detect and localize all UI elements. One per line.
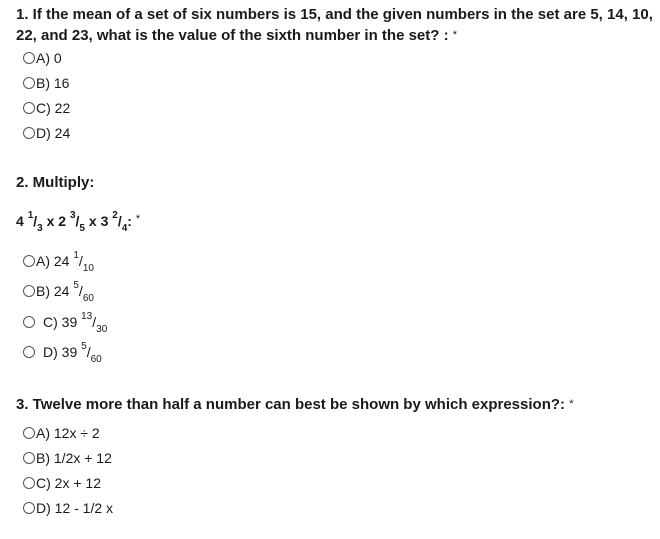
question-1 [16, 4, 656, 46]
option-label: C) 22 [36, 100, 71, 116]
radio-button[interactable] [23, 346, 35, 358]
q3-option-b[interactable] [23, 447, 112, 469]
q2-option-c[interactable] [23, 311, 107, 333]
radio-button[interactable] [23, 127, 35, 139]
option-label: D) 39 $^5/_{60}$ [43, 341, 102, 365]
option-label: A) 12x ÷ 2 [36, 425, 100, 441]
required-marker: * [135, 213, 141, 225]
option-label: D) 24 [36, 125, 71, 141]
q3-option-c[interactable] [23, 472, 101, 494]
radio-button[interactable] [23, 316, 35, 328]
option-label: B) 1/2x + 12 [36, 450, 112, 466]
radio-button[interactable] [23, 52, 35, 64]
question-3 [16, 394, 656, 415]
q1-option-c[interactable] [23, 97, 70, 119]
question-2-title: 2. Multiply: [16, 174, 95, 191]
radio-button[interactable] [23, 502, 35, 514]
option-label: D) 12 - 1/2 x [36, 500, 114, 516]
q2-option-a[interactable] [23, 250, 94, 272]
q3-option-a[interactable] [23, 422, 100, 444]
radio-button[interactable] [23, 452, 35, 464]
question-1-title: 1. If the mean of a set of six numbers is 15, and the given numbers in the set are 5, 14, 10, 22, and 23, what is the value of the sixth number in the set? : * [16, 6, 653, 44]
option-label: A) 0 [36, 50, 62, 66]
option-label: B) 16 [36, 75, 70, 91]
option-label: B) 24 $^5/_{60}$ [36, 280, 94, 304]
option-label: C) 39 $^{13}/_{30}$ [43, 311, 108, 335]
radio-button[interactable] [23, 427, 35, 439]
q2-option-b[interactable] [23, 280, 94, 302]
question-2 [16, 172, 94, 193]
q2-option-d[interactable] [23, 341, 102, 363]
q3-option-d[interactable] [23, 497, 113, 519]
q1-option-d[interactable] [23, 122, 70, 144]
radio-button[interactable] [23, 285, 35, 297]
option-label: A) 24 $^1/_{10}$ [36, 250, 94, 274]
radio-button[interactable] [23, 477, 35, 489]
required-marker: * [452, 29, 458, 41]
option-label: C) 2x + 12 [36, 475, 101, 491]
multiply-expression: 4 $^1/_3$ x 2 $^3/_5$ x 3 $^2/_4$: * [16, 210, 141, 234]
q1-option-a[interactable] [23, 47, 62, 69]
radio-button[interactable] [23, 255, 35, 267]
radio-button[interactable] [23, 102, 35, 114]
q1-option-b[interactable] [23, 72, 69, 94]
question-3-title: 3. Twelve more than half a number can best be shown by which expression?: * [16, 396, 574, 413]
required-marker: * [569, 398, 574, 410]
radio-button[interactable] [23, 77, 35, 89]
